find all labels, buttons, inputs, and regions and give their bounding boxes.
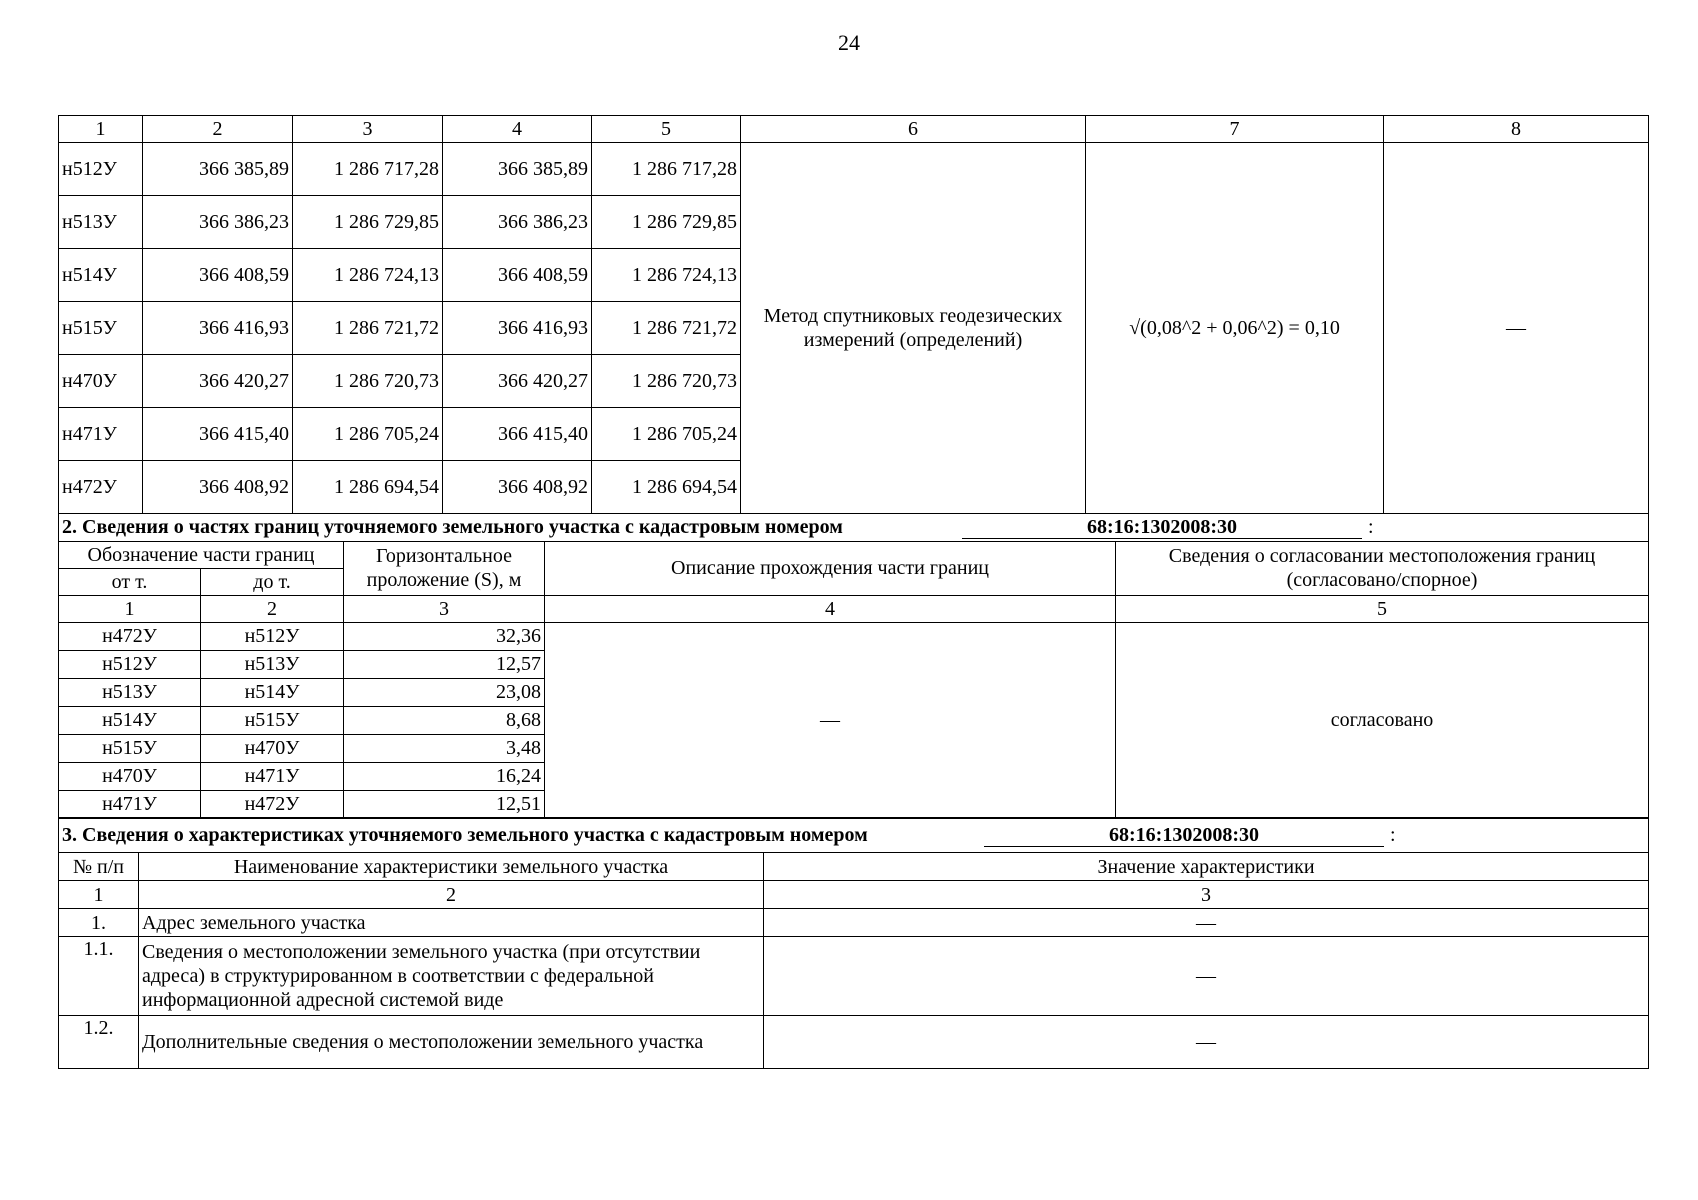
coord-col-num: 1 xyxy=(59,116,143,143)
col-num: 2 xyxy=(139,881,764,909)
coord-y-old: 1 286 720,73 xyxy=(293,355,443,408)
coord-y-new: 1 286 717,28 xyxy=(592,143,741,196)
coord-x-new: 366 385,89 xyxy=(443,143,592,196)
part-distance: 32,36 xyxy=(344,622,545,650)
table-row xyxy=(59,143,1649,196)
coord-x-new: 366 408,92 xyxy=(443,461,592,514)
coord-y-new: 1 286 729,85 xyxy=(592,196,741,249)
char-name: Адрес земельного участка xyxy=(139,909,764,937)
char-number: 1.2. xyxy=(59,1016,139,1069)
col-num: 5 xyxy=(1116,595,1649,622)
header-part-designation: Обозначение части границ xyxy=(59,541,344,568)
coord-y-new: 1 286 705,24 xyxy=(592,408,741,461)
point-name: н515У xyxy=(59,302,143,355)
char-value: — xyxy=(764,909,1649,937)
coord-y-old: 1 286 721,72 xyxy=(293,302,443,355)
col-num: 2 xyxy=(201,595,344,622)
header-row-number: № п/п xyxy=(59,853,139,881)
coord-x-new: 366 416,93 xyxy=(443,302,592,355)
point-name: н513У xyxy=(59,196,143,249)
part-distance: 12,51 xyxy=(344,790,545,818)
point-name: н512У xyxy=(59,143,143,196)
part-distance: 16,24 xyxy=(344,762,545,790)
part-from: н512У xyxy=(59,650,201,678)
char-value: — xyxy=(764,1016,1649,1069)
coord-y-new: 1 286 721,72 xyxy=(592,302,741,355)
char-number: 1.1. xyxy=(59,937,139,1016)
section3-colon: : xyxy=(1390,824,1396,846)
part-distance: 12,57 xyxy=(344,650,545,678)
section2-title-row xyxy=(59,513,1649,541)
point-name: н471У xyxy=(59,408,143,461)
part-to: н514У xyxy=(201,678,344,706)
header-from: от т. xyxy=(59,568,201,595)
table-row xyxy=(59,1016,1649,1069)
section3-title: 3. Сведения о характеристиках уточняемого земельного участка с кадастровым номером xyxy=(62,824,868,846)
coord-x-new: 366 415,40 xyxy=(443,408,592,461)
part-distance: 23,08 xyxy=(344,678,545,706)
col-num: 1 xyxy=(59,595,201,622)
coord-x-new: 366 386,23 xyxy=(443,196,592,249)
document-body xyxy=(58,115,1648,1069)
part-description: — xyxy=(545,622,1116,818)
coord-y-new: 1 286 720,73 xyxy=(592,355,741,408)
coord-col-num: 7 xyxy=(1086,116,1384,143)
col-num: 3 xyxy=(344,595,545,622)
part-to: н513У xyxy=(201,650,344,678)
header-horizontal-distance: Горизонтальное проложение (S), м xyxy=(344,541,545,595)
coord-x-old: 366 385,89 xyxy=(143,143,293,196)
col-num: 4 xyxy=(545,595,1116,622)
section2-cadastral-number: 68:16:1302008:30 xyxy=(962,516,1362,539)
coordinates-table xyxy=(58,115,1649,514)
part-from: н472У xyxy=(59,622,201,650)
coord-header-row xyxy=(59,116,1649,143)
col-num: 3 xyxy=(764,881,1649,909)
table-row xyxy=(59,937,1649,1016)
part-from: н470У xyxy=(59,762,201,790)
part-to: н470У xyxy=(201,734,344,762)
method-cell: Метод спутниковых геодезических измерений (определений) xyxy=(741,143,1086,514)
coord-x-old: 366 420,27 xyxy=(143,355,293,408)
part-from: н515У xyxy=(59,734,201,762)
section2-colon: : xyxy=(1368,516,1374,538)
section3-title-row xyxy=(59,818,1649,853)
part-to: н515У xyxy=(201,706,344,734)
col-num: 1 xyxy=(59,881,139,909)
coord-y-new: 1 286 724,13 xyxy=(592,249,741,302)
header-agreement: Сведения о согласовании местоположения границ (согласовано/спорное) xyxy=(1116,541,1649,595)
coord-y-old: 1 286 717,28 xyxy=(293,143,443,196)
part-to: н512У xyxy=(201,622,344,650)
coord-y-new: 1 286 694,54 xyxy=(592,461,741,514)
coord-y-old: 1 286 705,24 xyxy=(293,408,443,461)
part-from: н513У xyxy=(59,678,201,706)
header-characteristic-value: Значение характеристики xyxy=(764,853,1649,881)
coord-x-new: 366 408,59 xyxy=(443,249,592,302)
coord-x-old: 366 386,23 xyxy=(143,196,293,249)
coord-col-num: 6 xyxy=(741,116,1086,143)
header-characteristic-name: Наименование характеристики земельного участка xyxy=(139,853,764,881)
col8-cell: — xyxy=(1384,143,1649,514)
coord-x-new: 366 420,27 xyxy=(443,355,592,408)
coord-col-num: 5 xyxy=(592,116,741,143)
table-row xyxy=(59,909,1649,937)
accuracy-cell: √(0,08^2 + 0,06^2) = 0,10 xyxy=(1086,143,1384,514)
part-to: н472У xyxy=(201,790,344,818)
coord-col-num: 4 xyxy=(443,116,592,143)
part-distance: 8,68 xyxy=(344,706,545,734)
coord-x-old: 366 408,59 xyxy=(143,249,293,302)
coord-col-num: 3 xyxy=(293,116,443,143)
char-value: — xyxy=(764,937,1649,1016)
table-row xyxy=(59,622,1649,650)
coord-col-num: 8 xyxy=(1384,116,1649,143)
section2-table xyxy=(58,513,1649,819)
coord-y-old: 1 286 694,54 xyxy=(293,461,443,514)
page-number: 24 xyxy=(838,30,860,55)
point-name: н472У xyxy=(59,461,143,514)
coord-x-old: 366 408,92 xyxy=(143,461,293,514)
part-distance: 3,48 xyxy=(344,734,545,762)
section2-title: 2. Сведения о частях границ уточняемого земельного участка с кадастровым номером xyxy=(62,516,843,538)
char-number: 1. xyxy=(59,909,139,937)
header-to: до т. xyxy=(201,568,344,595)
char-name: Сведения о местоположении земельного участка (при отсутствии адреса) в структурированном в соответствии с федеральной информационной адресной системой виде xyxy=(139,937,764,1016)
coord-y-old: 1 286 729,85 xyxy=(293,196,443,249)
point-name: н470У xyxy=(59,355,143,408)
section3-table xyxy=(58,817,1649,1069)
char-name: Дополнительные сведения о местоположении земельного участка xyxy=(139,1016,764,1069)
part-to: н471У xyxy=(201,762,344,790)
coord-col-num: 2 xyxy=(143,116,293,143)
header-description: Описание прохождения части границ xyxy=(545,541,1116,595)
part-agreement: согласовано xyxy=(1116,622,1649,818)
point-name: н514У xyxy=(59,249,143,302)
part-from: н514У xyxy=(59,706,201,734)
coord-x-old: 366 415,40 xyxy=(143,408,293,461)
section3-cadastral-number: 68:16:1302008:30 xyxy=(984,824,1384,847)
coord-y-old: 1 286 724,13 xyxy=(293,249,443,302)
coord-x-old: 366 416,93 xyxy=(143,302,293,355)
part-from: н471У xyxy=(59,790,201,818)
